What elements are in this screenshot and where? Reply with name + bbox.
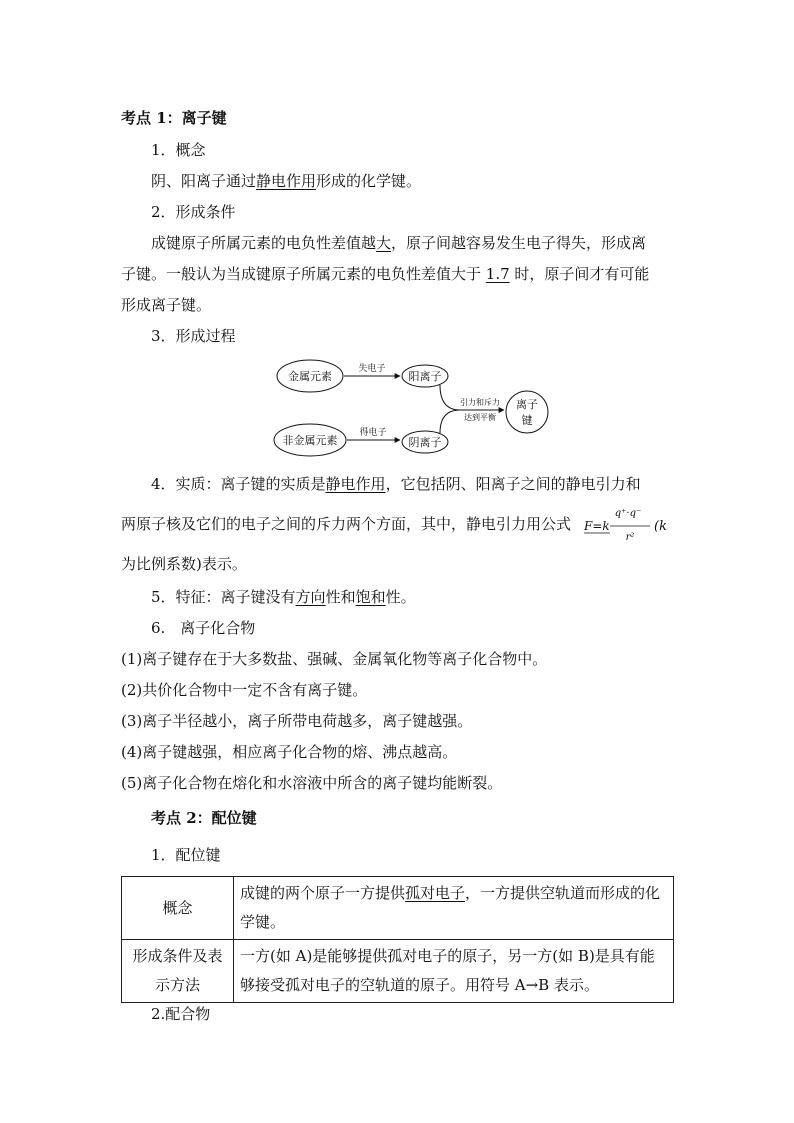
complex-heading: 2.配合物 bbox=[151, 1005, 211, 1023]
concept-pre: 阴、阳离子通过 bbox=[151, 172, 257, 190]
section2-title: 考点 2：配位键 bbox=[151, 809, 257, 827]
metal-label: 金属元素 bbox=[288, 370, 332, 383]
essence-l1-post: ，它包括阴、阳离子之间的静电引力和 bbox=[385, 475, 641, 493]
condition-l1-post: ，原子间越容易发生电子得失，形成离 bbox=[391, 234, 647, 252]
formula-lhs: F=k bbox=[584, 519, 610, 533]
table-row bbox=[122, 940, 674, 1003]
process-heading: 3．形成过程 bbox=[151, 327, 236, 345]
essence-l1-pre: 4．实质：离子键的实质是 bbox=[151, 475, 326, 493]
coulomb-formula bbox=[582, 502, 674, 550]
formula-numerator: q⁺·q⁻ bbox=[614, 508, 642, 519]
ionic-bond-formation-diagram bbox=[270, 352, 560, 462]
row1-body bbox=[234, 877, 674, 940]
condition-l2-underline: 1.7 bbox=[485, 265, 510, 283]
concept-post: 形成的化学键。 bbox=[316, 172, 422, 190]
section1-title: 考点 1：离子键 bbox=[121, 109, 227, 127]
condition-l2-post: 时，原子间才有可能 bbox=[509, 265, 650, 283]
concept-text bbox=[151, 171, 421, 191]
row1-head: 概念 bbox=[122, 877, 234, 940]
essence-line-2: 两原子核及它们的电子之间的斥力两个方面，其中，静电引力用公式 bbox=[121, 515, 572, 533]
cation-label: 阳离子 bbox=[408, 370, 442, 383]
feature-post: 性。 bbox=[385, 588, 416, 606]
formula-denominator: r² bbox=[625, 532, 635, 543]
condition-l1-underline: 大 bbox=[376, 234, 392, 252]
lose-label: 失电子 bbox=[358, 364, 386, 374]
condition-l2-pre: 子键。一般认为当成键原子所属元素的电负性差值大于 bbox=[121, 265, 486, 283]
formula-tail: (k bbox=[654, 519, 667, 534]
condition-line-2 bbox=[121, 264, 649, 284]
feature-underline-2: 饱和 bbox=[355, 588, 386, 606]
feature-pre: 5．特征：离子键没有 bbox=[151, 588, 296, 606]
compound-heading: 6. 离子化合物 bbox=[151, 619, 256, 637]
feature-underline-1: 方向 bbox=[295, 588, 326, 606]
essence-line-3: 为比例系数)表示。 bbox=[121, 555, 247, 573]
force-label-2: 达到平衡 bbox=[464, 413, 496, 422]
anion-label: 阴离子 bbox=[408, 436, 442, 449]
nonmetal-label: 非金属元素 bbox=[282, 434, 338, 447]
essence-line-1 bbox=[151, 474, 641, 494]
condition-l1-pre: 成键原子所属元素的电负性差值越 bbox=[151, 234, 377, 252]
concept-heading: 1．概念 bbox=[151, 141, 206, 159]
condition-line-3: 形成离子键。 bbox=[121, 296, 212, 314]
feature-mid: 性和 bbox=[325, 588, 356, 606]
anion-connector bbox=[440, 410, 460, 433]
gain-label: 得电子 bbox=[359, 428, 387, 438]
feature-line bbox=[151, 587, 416, 607]
essence-l1-underline: 静电作用 bbox=[325, 475, 386, 493]
result-label-1: 离子 bbox=[516, 398, 538, 411]
coordinate-bond-heading: 1．配位键 bbox=[151, 846, 221, 864]
result-label-2: 键 bbox=[521, 414, 533, 427]
row1-underline: 孤对电子 bbox=[405, 884, 466, 902]
compound-item-4: (4)离子键越强，相应离子化合物的熔、沸点越高。 bbox=[121, 743, 458, 761]
coordinate-bond-table bbox=[121, 876, 674, 1003]
table-row bbox=[122, 877, 674, 940]
row2-body: 一方(如 A)是能够提供孤对电子的原子，另一方(如 B)是具有能够接受孤对电子的空轨道的原子。用符号 A→B 表示。 bbox=[234, 940, 674, 1003]
force-label-1: 引力和斥力 bbox=[460, 398, 500, 407]
compound-item-3: (3)离子半径越小，离子所带电荷越多，离子键越强。 bbox=[121, 712, 473, 730]
compound-item-1: (1)离子键存在于大多数盐、强碱、金属氧化物等离子化合物中。 bbox=[121, 650, 548, 668]
row1-pre: 成键的两个原子一方提供 bbox=[240, 884, 406, 902]
condition-line-1 bbox=[151, 233, 646, 253]
concept-underline: 静电作用 bbox=[256, 172, 317, 190]
condition-heading: 2．形成条件 bbox=[151, 203, 236, 221]
compound-item-2: (2)共价化合物中一定不含有离子键。 bbox=[121, 681, 368, 699]
row2-head: 形成条件及表示方法 bbox=[122, 940, 234, 1003]
compound-item-5: (5)离子化合物在熔化和水溶液中所含的离子键均能断裂。 bbox=[121, 774, 503, 792]
row1-post: ，一方提供空轨道而形成的化学键。 bbox=[240, 884, 661, 931]
